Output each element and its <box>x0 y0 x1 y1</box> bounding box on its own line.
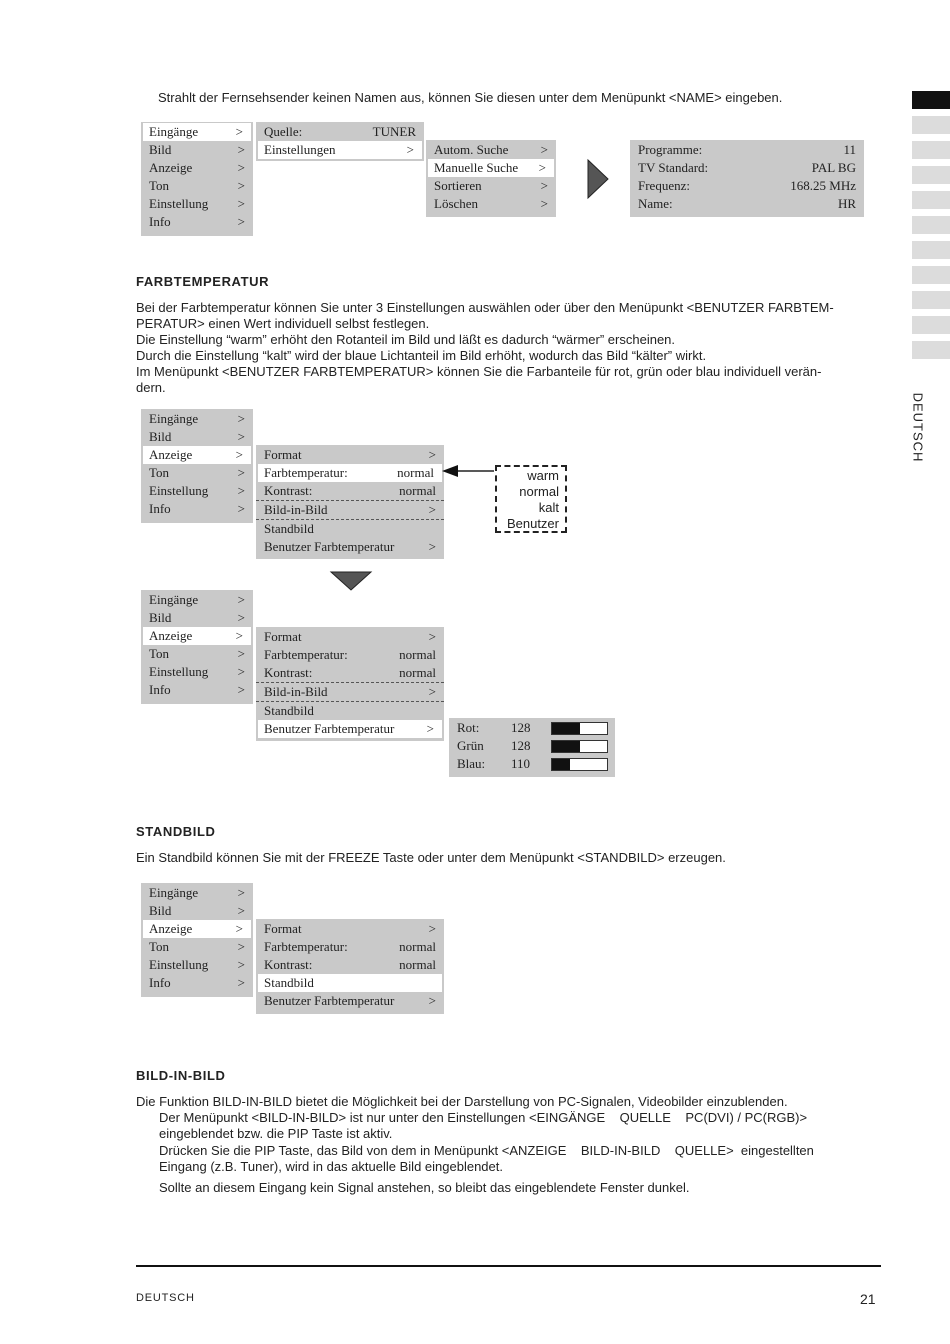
menu-item-standbild[interactable]: Standbild <box>264 521 314 536</box>
menu-item-einstellung[interactable]: Einstellung > <box>149 483 245 498</box>
anzeige-menu-4 <box>256 919 444 1014</box>
blau-level-bar[interactable] <box>551 758 608 771</box>
rot-level-bar[interactable] <box>551 722 608 735</box>
info-tv-standard: TV Standard: PAL BG <box>638 160 856 175</box>
pointer-arrow-icon <box>440 464 496 478</box>
footer-divider <box>136 1265 881 1267</box>
info-frequenz: Frequenz: 168.25 MHz <box>638 178 856 193</box>
menu-item-bild-in-bild[interactable]: Bild-in-Bild > <box>256 682 444 702</box>
heading-standbild: STANDBILD <box>136 824 216 839</box>
temp-option-kalt[interactable]: kalt <box>538 500 559 515</box>
arrow-down-icon <box>329 570 373 592</box>
info-programme: Programme: 11 <box>638 142 856 157</box>
menu-item-anzeige[interactable]: Anzeige > <box>149 160 245 175</box>
menu-item-bild[interactable]: Bild > <box>149 142 245 157</box>
temp-option-normal[interactable]: normal <box>519 484 559 499</box>
intro-text: Strahlt der Fernsehsender keinen Namen aus, können Sie diesen unter dem Menüpunkt <NAME> eingeben. <box>158 90 783 105</box>
rgb-panel <box>449 718 615 777</box>
temp-option-benutzer[interactable]: Benutzer <box>506 516 559 531</box>
bild-in-bild-line6: Sollte an diesem Eingang kein Signal anstehen, so bleibt das eingeblendete Fenster dunkel. <box>159 1180 690 1195</box>
menu-item-quelle[interactable]: Quelle: TUNER <box>264 124 416 139</box>
menu-item-format[interactable]: Format > <box>264 447 436 462</box>
language-tab-active <box>912 91 950 109</box>
menu-item-autom-suche[interactable]: Autom. Suche > <box>434 142 548 157</box>
menu-item-anzeige[interactable]: Anzeige > <box>143 920 251 938</box>
language-tab <box>912 266 950 284</box>
anzeige-menu-2 <box>256 445 444 559</box>
menu-item-eingaenge[interactable]: Eingänge > <box>149 885 245 900</box>
menu-item-einstellung[interactable]: Einstellung > <box>149 196 245 211</box>
menu-item-farbtemperatur[interactable]: Farbtemperatur: normal <box>258 464 442 482</box>
search-menu <box>426 140 556 217</box>
menu-item-sortieren[interactable]: Sortieren > <box>434 178 548 193</box>
menu-item-farbtemperatur[interactable]: Farbtemperatur: normal <box>264 647 436 662</box>
bild-in-bild-line4: Drücken Sie die PIP Taste, das Bild von dem in Menüpunkt <ANZEIGE BILD-IN-BILD QUELLE> eingestellten <box>159 1143 814 1158</box>
menu-item-anzeige[interactable]: Anzeige > <box>143 627 251 645</box>
bild-in-bild-line3: eingeblendet bzw. die PIP Taste ist aktiv. <box>159 1126 393 1141</box>
menu-item-benutzer-farbtemperatur[interactable]: Benutzer Farbtemperatur > <box>264 993 436 1008</box>
language-tab <box>912 166 950 184</box>
bild-in-bild-line1: Die Funktion BILD-IN-BILD bietet die Möglichkeit bei der Darstellung von PC-Signalen, Videobilder einzublenden. <box>136 1094 788 1109</box>
temp-options-box <box>495 465 567 533</box>
menu-item-info[interactable]: Info > <box>149 682 245 697</box>
standbild-text: Ein Standbild können Sie mit der FREEZE Taste oder unter dem Menüpunkt <STANDBILD> erzeugen. <box>136 850 726 865</box>
menu-item-info[interactable]: Info > <box>149 501 245 516</box>
arrow-right-icon <box>586 158 610 200</box>
menu-item-loeschen[interactable]: Löschen > <box>434 196 548 211</box>
menu-item-bild-in-bild[interactable]: Bild-in-Bild > <box>256 500 444 520</box>
rgb-row-gruen[interactable]: Grün 128 <box>449 737 615 755</box>
menu-item-ton[interactable]: Ton > <box>149 178 245 193</box>
menu-item-ton[interactable]: Ton > <box>149 646 245 661</box>
language-tab <box>912 291 950 309</box>
footer-language: DEUTSCH <box>136 1292 195 1304</box>
heading-bild-in-bild: BILD-IN-BILD <box>136 1068 226 1083</box>
gruen-level-bar[interactable] <box>551 740 608 753</box>
sidebar-language-label: DEUTSCH <box>910 392 926 463</box>
menu-item-anzeige[interactable]: Anzeige > <box>143 446 251 464</box>
page-number: 21 <box>860 1291 876 1307</box>
language-tab <box>912 116 950 134</box>
menu-item-benutzer-farbtemperatur[interactable]: Benutzer Farbtemperatur > <box>264 539 436 554</box>
menu-item-farbtemperatur[interactable]: Farbtemperatur: normal <box>264 939 436 954</box>
menu-item-kontrast[interactable]: Kontrast: normal <box>264 665 436 680</box>
main-menu-2 <box>141 409 253 523</box>
menu-item-eingaenge[interactable]: Eingänge > <box>143 123 251 141</box>
language-tab <box>912 241 950 259</box>
main-menu-4 <box>141 883 253 997</box>
language-tab <box>912 316 950 334</box>
menu-item-einstellung[interactable]: Einstellung > <box>149 957 245 972</box>
source-menu <box>256 122 424 161</box>
menu-item-format[interactable]: Format > <box>264 921 436 936</box>
info-name: Name: HR <box>638 196 856 211</box>
anzeige-menu-3 <box>256 627 444 741</box>
rgb-row-rot[interactable]: Rot: 128 <box>449 719 615 737</box>
menu-item-info[interactable]: Info > <box>149 975 245 990</box>
menu-item-standbild[interactable]: Standbild <box>258 974 442 992</box>
bild-in-bild-line2: Der Menüpunkt <BILD-IN-BILD> ist nur unter den Einstellungen <EINGÄNGE QUELLE PC(DVI) / PC(RGB)> <box>159 1110 808 1125</box>
menu-item-manuelle-suche[interactable]: Manuelle Suche > <box>428 159 554 177</box>
language-tab <box>912 191 950 209</box>
menu-item-eingaenge[interactable]: Eingänge > <box>149 592 245 607</box>
language-tab <box>912 341 950 359</box>
gruen-level-fill <box>552 741 580 752</box>
program-info-panel <box>630 140 864 217</box>
menu-item-benutzer-farbtemperatur[interactable]: Benutzer Farbtemperatur > <box>258 720 442 738</box>
rgb-row-blau[interactable]: Blau: 110 <box>449 755 615 773</box>
heading-farbtemperatur: FARBTEMPERATUR <box>136 274 270 289</box>
menu-item-einstellungen[interactable]: Einstellungen > <box>258 141 422 159</box>
language-tab <box>912 141 950 159</box>
main-menu-3 <box>141 590 253 704</box>
menu-item-kontrast[interactable]: Kontrast: normal <box>264 957 436 972</box>
menu-item-format[interactable]: Format > <box>264 629 436 644</box>
bild-in-bild-line5: Eingang (z.B. Tuner), wird in das aktuelle Bild eingeblendet. <box>159 1159 503 1174</box>
menu-item-info[interactable]: Info > <box>149 214 245 229</box>
menu-item-bild[interactable]: Bild > <box>149 610 245 625</box>
menu-item-ton[interactable]: Ton > <box>149 465 245 480</box>
temp-option-warm[interactable]: warm <box>527 468 559 483</box>
farbtemperatur-text: Bei der Farbtemperatur können Sie unter 3 Einstellungen auswählen oder über den Menüpunkt <BENUTZER FARBTEM- PERATUR> einen Wert individuell selbst festlegen. Die Einstellung “warm” erhöht den Rotanteil im Bild und läßt es dadurch “wärmer” erscheinen. Durch die Einstellung “kalt” wird der blaue Lichtanteil im Bild erhöht, wodurch das Bild “kälter” wirkt. Im Menüpunkt <BENUTZER FARBTEMPERATUR> können Sie die Farbanteile für rot, grün oder blau individuell verän- dern. <box>136 300 834 395</box>
language-tab <box>912 216 950 234</box>
menu-item-bild[interactable]: Bild > <box>149 903 245 918</box>
main-menu-1 <box>141 122 253 236</box>
menu-item-eingaenge[interactable]: Eingänge > <box>149 411 245 426</box>
menu-item-standbild[interactable]: Standbild <box>264 703 314 718</box>
menu-item-einstellung[interactable]: Einstellung > <box>149 664 245 679</box>
rot-level-fill <box>552 723 580 734</box>
blau-level-fill <box>552 759 570 770</box>
menu-item-kontrast[interactable]: Kontrast: normal <box>264 483 436 498</box>
menu-item-ton[interactable]: Ton > <box>149 939 245 954</box>
menu-item-bild[interactable]: Bild > <box>149 429 245 444</box>
